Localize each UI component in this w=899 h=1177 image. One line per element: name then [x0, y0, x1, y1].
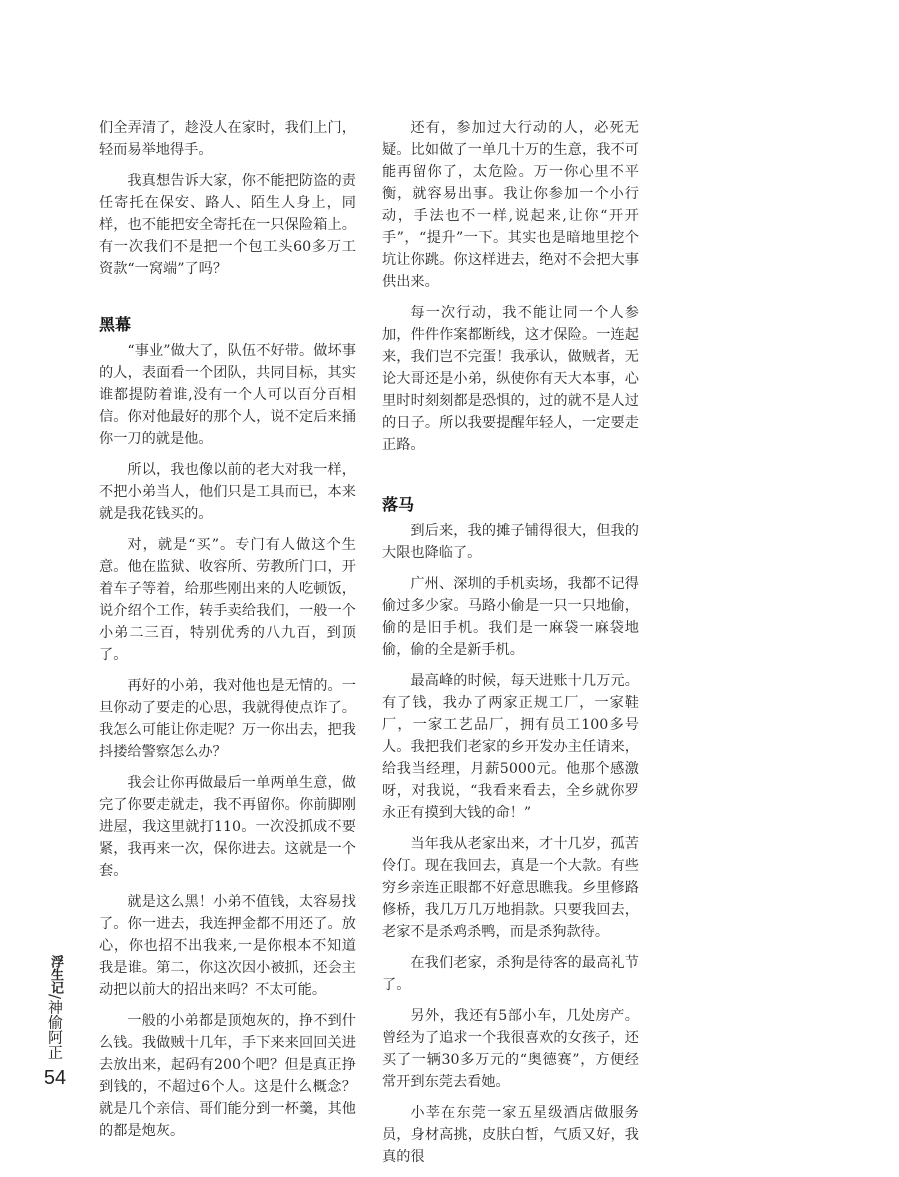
paragraph: 就是这么黑！小弟不值钱，太容易找了。你一进去，我连押金都不用还了。放心，你也招不出我来,一是你根本不知道我是谁。第二，你这次因小被抓，还会主动把以前大的招出来吗？不太可能。	[99, 894, 356, 998]
section-heading: 落马	[382, 495, 415, 514]
page-number: 54	[43, 1067, 67, 1090]
left-column	[99, 117, 356, 1151]
paragraph: 们全弄清了，趁没人在家时，我们上门，轻而易举地得手。	[99, 120, 356, 158]
paragraph: 在我们老家，杀狗是待客的最高礼节了。	[382, 955, 639, 993]
paragraph: 广州、深圳的手机卖场，我都不记得偷过多少家。马路小偷是一只一只地偷，偷的是旧手机。我们是一麻袋一麻袋地偷，偷的全是新手机。	[382, 576, 639, 658]
paragraph: 到后来，我的摊子铺得很大，但我的大限也降临了。	[382, 523, 639, 561]
running-title	[38, 955, 72, 1089]
paragraph: 当年我从老家出来，才十几岁，孤苦伶仃。现在我回去，真是一个大款。有些穷乡亲连正眼都不好意思瞧我。乡里修路修桥，我几万几万地捐款。只要我回去，老家不是杀鸡杀鸭，而是杀狗款待。	[382, 836, 639, 940]
paragraph: 我真想告诉大家，你不能把防盗的责任寄托在保安、路人、陌生人身上，同样，也不能把安全寄托在一只保险箱上。有一次我们不是把一个包工头60多万工资款“一窝端”了吗？	[99, 173, 356, 277]
article-title: 神偷阿正	[46, 999, 64, 1060]
paragraph: 另外，我还有5部小车，几处房产。曾经为了追求一个我很喜欢的女孩子，还买了一辆30多万元的“奥德赛”，方便经常开到东莞去看她。	[382, 1008, 639, 1090]
section-heading: 黑幕	[99, 315, 132, 334]
series-name: 浮生记	[48, 955, 63, 994]
paragraph: 最高峰的时候，每天进账十几万元。有了钱，我办了两家正规工厂，一家鞋厂，一家工艺品厂，拥有员工100多号人。我把我们老家的乡开发办主任请来，给我当经理，月薪5000元。他那个感激呀，对我说，“我看来看去，全乡就你罗永正有摸到大钱的命！”	[382, 673, 639, 821]
paragraph: “事业”做大了，队伍不好带。做坏事的人，表面看一个团队，共同目标，其实谁都提防着谁,没有一个人可以百分百相信。你对他最好的那个人，说不定后来捅你一刀的就是他。	[99, 343, 356, 447]
paragraph: 我会让你再做最后一单两单生意，做完了你要走就走，我不再留你。你前脚刚进屋，我这里就打110。一次没抓成不要紧，我再来一次，保你进去。这就是一个套。	[99, 775, 356, 879]
right-column	[382, 117, 639, 1177]
paragraph: 对，就是“买”。专门有人做这个生意。他在监狱、收容所、劳教所门口，开着车子等着，给那些刚出来的人吃顿饭，说介绍个工作，转手卖给我们，一般一个小弟二三百，特别优秀的八九百，到顶了。	[99, 537, 356, 663]
paragraph: 一般的小弟都是顶炮灰的，挣不到什么钱。我做贼十几年，手下来来回回关进去放出来，起码有200个吧？但是真正挣到钱的，不超过6个人。这是什么概念？就是几个亲信、哥们能分到一杯羹，其他的都是炮灰。	[99, 1013, 356, 1139]
paragraph: 所以，我也像以前的老大对我一样，不把小弟当人，他们只是工具而已，本来就是我花钱买的。	[99, 462, 356, 522]
separator: /	[46, 994, 64, 1000]
paragraph: 每一次行动，我不能让同一个人参加，件件作案都断线，这才保险。一连起来，我们岂不完蛋！我承认，做贼者，无论大哥还是小弟，纵使你有天大本事，心里时时刻刻都是恐惧的，过的就不是人过的日子。所以我要提醒年轻人，一定要走正路。	[382, 305, 639, 453]
running-title-text	[45, 955, 65, 1059]
paragraph: 再好的小弟，我对他也是无情的。一旦你动了要走的心思，我就得使点诈了。我怎么可能让你走呢？万一你出去，把我抖搂给警察怎么办？	[99, 678, 356, 760]
paragraph: 还有，参加过大行动的人，必死无疑。比如做了一单几十万的生意，我不可能再留你了，太危险。万一你心里不平衡，就容易出事。我让你参加一个小行动，手法也不一样,说起来,让你“开开手”，“提升”一下。其实也是暗地里挖个坑让你跳。你这样进去，绝对不会把大事供出来。	[382, 120, 639, 290]
paragraph: 小莘在东莞一家五星级酒店做服务员，身材高挑，皮肤白皙，气质又好，我真的很	[382, 1105, 639, 1165]
